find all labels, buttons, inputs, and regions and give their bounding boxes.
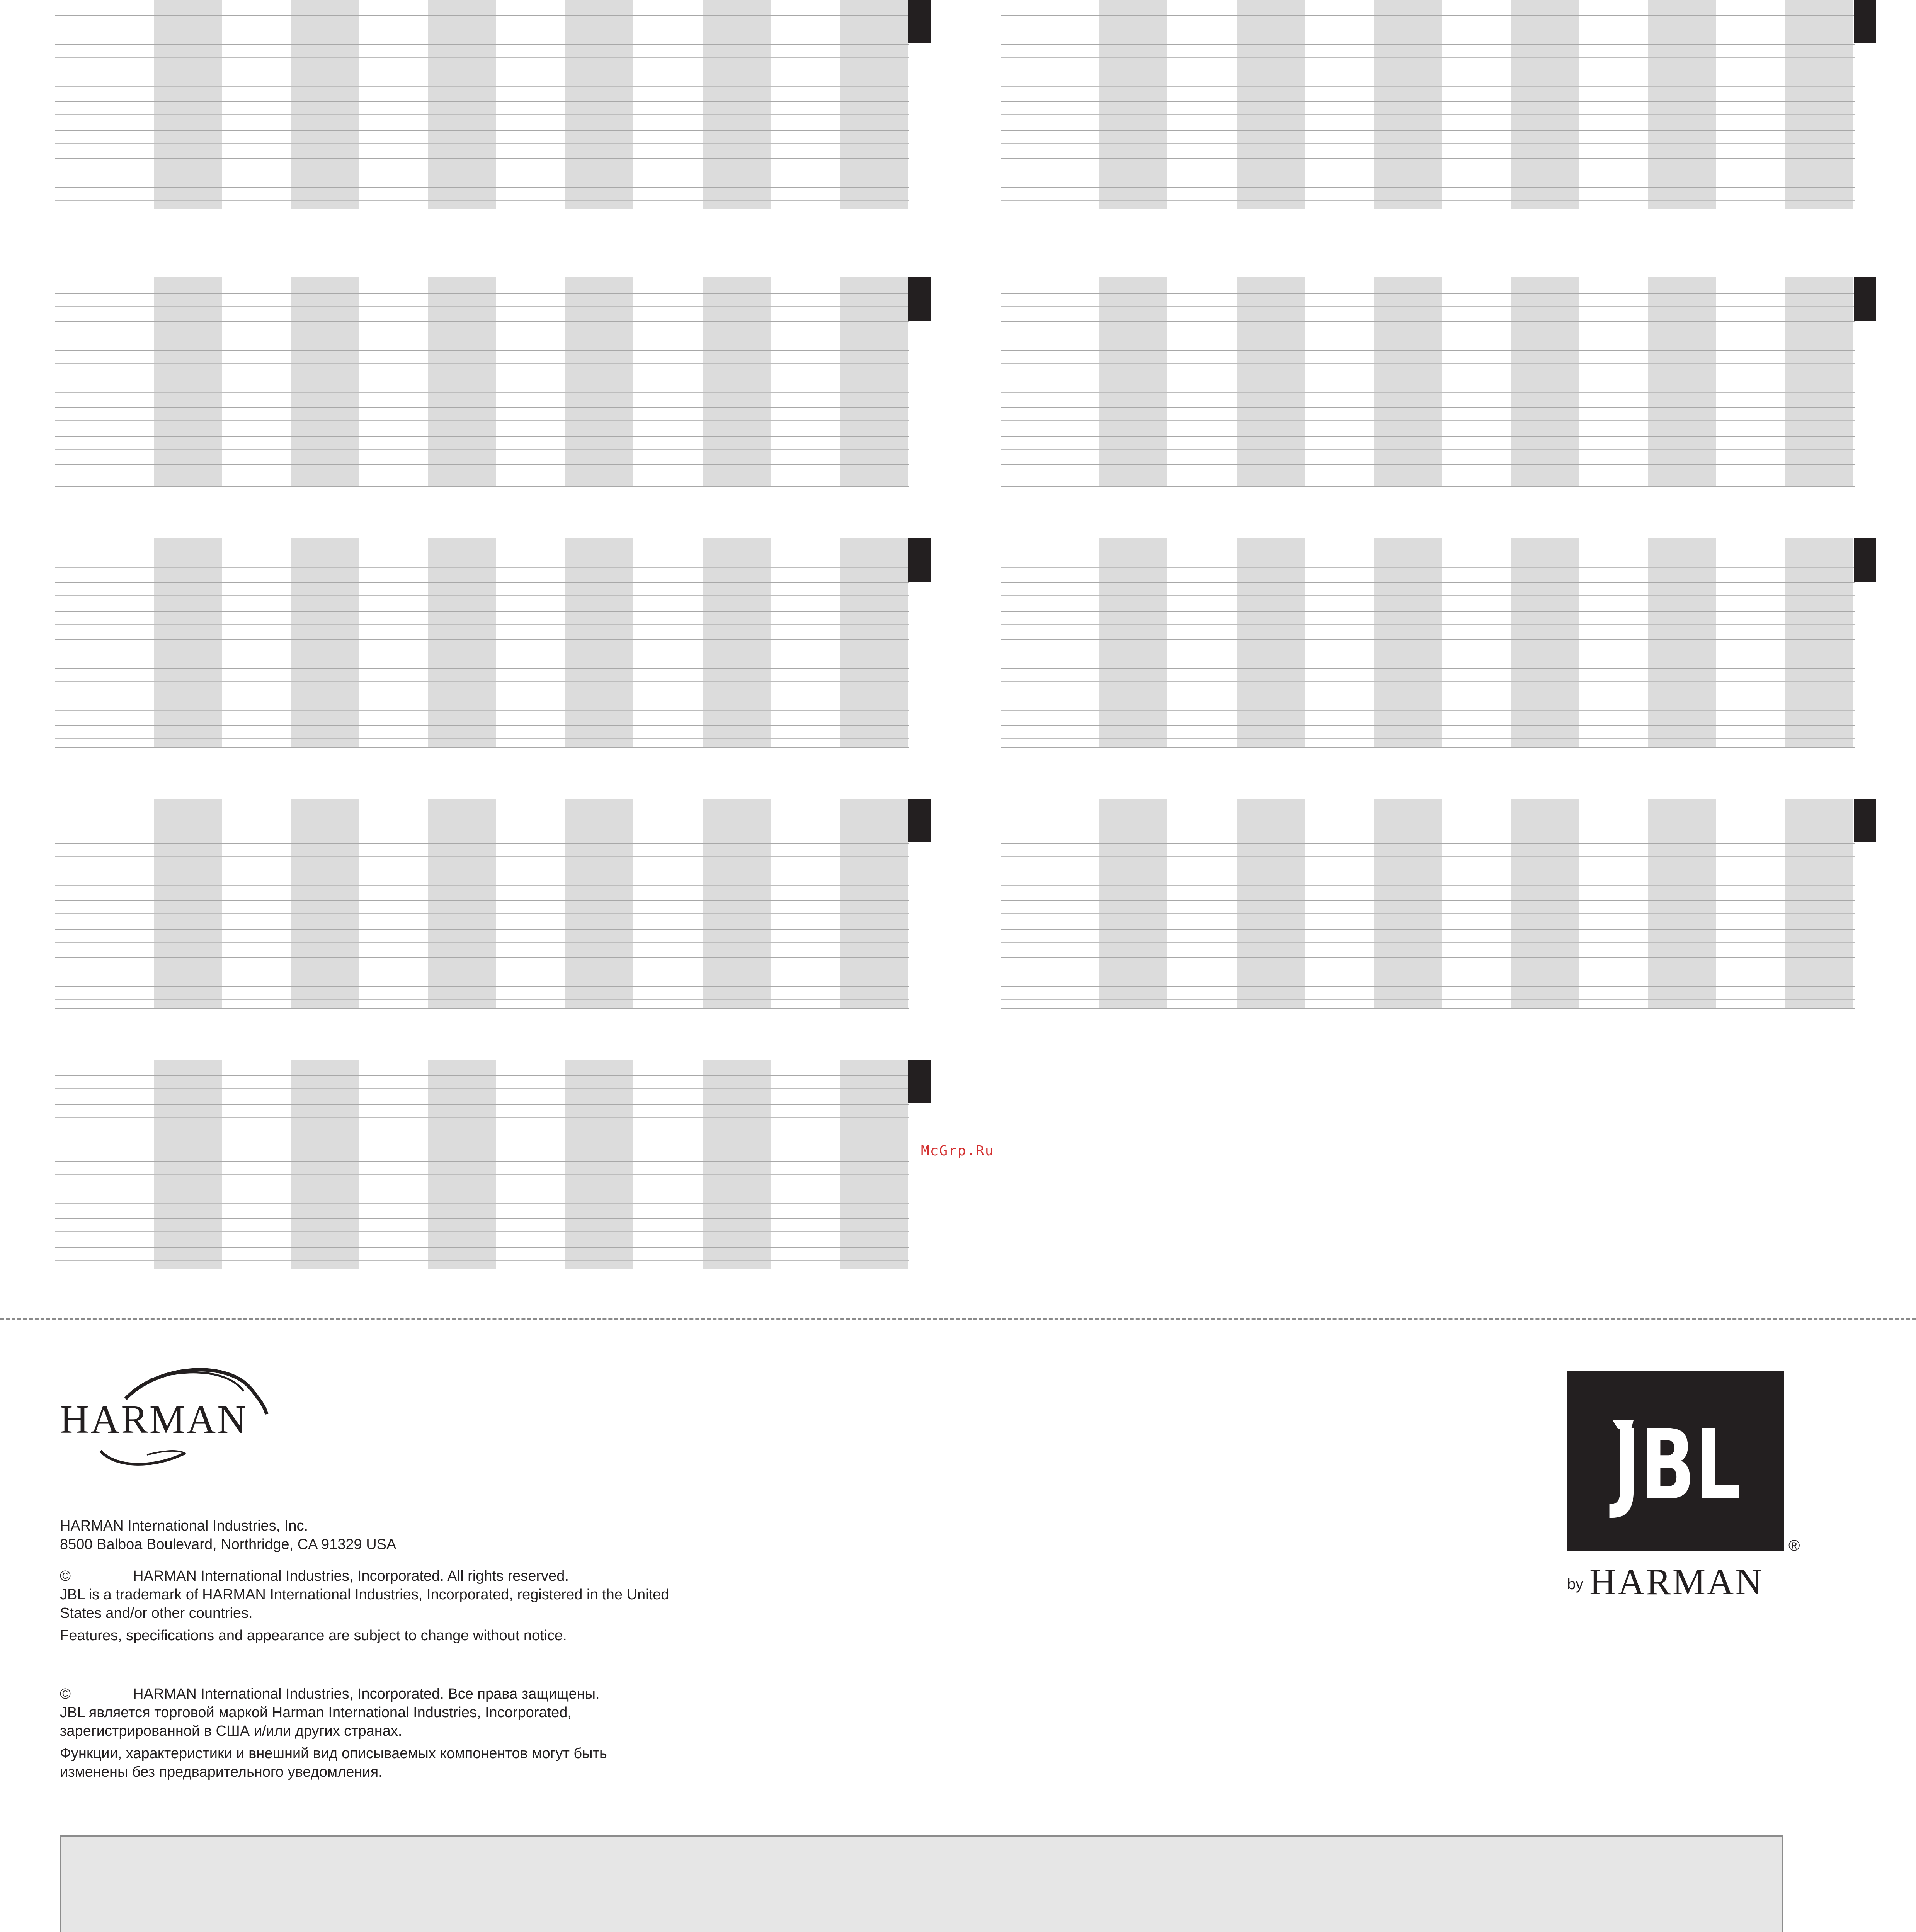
- registered-mark: ®: [1788, 1537, 1800, 1554]
- shaded-column-band: [1374, 0, 1442, 209]
- table-row-rule: [55, 200, 909, 201]
- table-row-rule: [55, 420, 909, 421]
- notice-en: Features, specifications and appearance are subject to change without notice.: [60, 1628, 567, 1644]
- copyright-en-block: [60, 1567, 717, 1645]
- shaded-column-band: [1099, 799, 1167, 1009]
- table-row-rule: [55, 999, 909, 1000]
- table-row-rule: [1001, 856, 1855, 857]
- table-row-rule: [1001, 15, 1855, 16]
- shaded-column-band: [1374, 277, 1442, 487]
- table-row-rule: [55, 44, 909, 45]
- table-row-rule: [55, 363, 909, 364]
- copyright-en-text: HARMAN International Industries, Incorporated. All rights reserved.: [133, 1568, 569, 1584]
- table-row-rule: [1001, 681, 1855, 682]
- harman-logo: [58, 1352, 286, 1480]
- copyright-ru-line: [60, 1685, 717, 1703]
- table-row-rule: [55, 942, 909, 943]
- spec-grid-table: [55, 0, 909, 209]
- table-row-rule: [1001, 843, 1855, 844]
- table-row-rule: [55, 1174, 909, 1175]
- shaded-column-band: [703, 1060, 771, 1269]
- table-row-rule: [1001, 999, 1855, 1000]
- shaded-column-band: [154, 1060, 222, 1269]
- shaded-column-band: [1099, 0, 1167, 209]
- table-row-rule: [55, 464, 909, 465]
- copyright-en-line: [60, 1567, 717, 1585]
- table-row-rule: [1001, 130, 1855, 131]
- table-row-rule: [55, 86, 909, 87]
- shaded-column-band: [428, 538, 496, 748]
- dashed-cut-line: [0, 1318, 1916, 1320]
- table-row-rule: [1001, 187, 1855, 188]
- table-row-rule: [55, 1218, 909, 1219]
- spec-grid-table: [1001, 0, 1855, 209]
- shaded-column-band: [1785, 0, 1853, 209]
- shaded-column-band: [1511, 0, 1579, 209]
- table-row-rule: [55, 913, 909, 914]
- copyright-ru-block: [60, 1685, 717, 1781]
- table-bottom-rule: [55, 747, 909, 748]
- shaded-column-band: [1374, 538, 1442, 748]
- shaded-column-band: [291, 1060, 359, 1269]
- notice-ru: Функции, характеристики и внешний вид описываемых компонентов могут быть изменены без предварительного уведомления.: [60, 1745, 607, 1780]
- shaded-column-band: [840, 0, 908, 209]
- trademark-ru: JBL является торговой маркой Harman International Industries, Incorporated, зарегистрированной в США и/или других странах.: [60, 1704, 572, 1739]
- by-harman-tagline: [1567, 1556, 1791, 1602]
- table-row-rule: [1001, 611, 1855, 612]
- table-row-rule: [55, 668, 909, 669]
- shaded-column-band: [1099, 277, 1167, 487]
- table-row-rule: [55, 1088, 909, 1089]
- shaded-column-band: [1237, 0, 1305, 209]
- table-row-rule: [1001, 57, 1855, 58]
- table-bottom-rule: [55, 486, 909, 487]
- table-row-rule: [55, 407, 909, 408]
- shaded-column-band: [1511, 538, 1579, 748]
- table-row-rule: [55, 611, 909, 612]
- table-row-rule: [1001, 293, 1855, 294]
- table-row-rule: [55, 158, 909, 159]
- table-row-rule: [1001, 639, 1855, 640]
- black-tab-marker: [908, 277, 931, 321]
- table-row-rule: [55, 436, 909, 437]
- spec-grid-table: [1001, 538, 1855, 748]
- black-tab-marker: [908, 538, 931, 582]
- table-row-rule: [1001, 567, 1855, 568]
- shaded-column-band: [703, 538, 771, 748]
- spec-grid-table: [55, 538, 909, 748]
- table-row-rule: [1001, 350, 1855, 351]
- table-row-rule: [1001, 158, 1855, 159]
- shaded-column-band: [1237, 799, 1305, 1009]
- shaded-column-band: [154, 538, 222, 748]
- shaded-column-band: [291, 538, 359, 748]
- black-tab-marker: [1854, 538, 1876, 582]
- table-row-rule: [1001, 392, 1855, 393]
- table-row-rule: [1001, 885, 1855, 886]
- shaded-column-band: [428, 1060, 496, 1269]
- table-row-rule: [55, 639, 909, 640]
- table-row-rule: [1001, 86, 1855, 87]
- shaded-column-band: [428, 0, 496, 209]
- table-row-rule: [55, 624, 909, 625]
- table-row-rule: [55, 392, 909, 393]
- table-row-rule: [55, 710, 909, 711]
- shaded-column-band: [1237, 538, 1305, 748]
- table-row-rule: [1001, 957, 1855, 958]
- shaded-column-band: [1785, 277, 1853, 487]
- table-row-rule: [1001, 913, 1855, 914]
- table-row-rule: [1001, 725, 1855, 726]
- table-row-rule: [55, 725, 909, 726]
- table-row-rule: [55, 15, 909, 16]
- shaded-column-band: [428, 799, 496, 1009]
- shaded-column-band: [1511, 277, 1579, 487]
- table-row-rule: [55, 856, 909, 857]
- spec-grid-table: [55, 799, 909, 1009]
- address-line-1: HARMAN International Industries, Inc.: [60, 1518, 308, 1534]
- trademark-en: JBL is a trademark of HARMAN International Industries, Incorporated, registered in the United States and/or other countries.: [60, 1587, 669, 1621]
- shaded-column-band: [1648, 538, 1716, 748]
- table-row-rule: [55, 1203, 909, 1204]
- shaded-column-band: [291, 277, 359, 487]
- shaded-column-band: [1511, 799, 1579, 1009]
- black-tab-marker: [908, 1060, 931, 1103]
- table-row-rule: [55, 582, 909, 583]
- table-row-rule: [55, 114, 909, 115]
- table-row-rule: [1001, 595, 1855, 596]
- shaded-column-band: [565, 799, 633, 1009]
- table-row-rule: [1001, 449, 1855, 450]
- copyright-symbol-ru: ©: [60, 1686, 71, 1702]
- shaded-column-band: [1648, 799, 1716, 1009]
- table-row-rule: [55, 101, 909, 102]
- jbl-logo: [1567, 1371, 1784, 1551]
- shaded-column-band: [1648, 0, 1716, 209]
- table-row-rule: [1001, 321, 1855, 322]
- black-tab-marker: [1854, 277, 1876, 321]
- table-row-rule: [55, 1231, 909, 1232]
- table-row-rule: [55, 1075, 909, 1076]
- shaded-column-band: [840, 277, 908, 487]
- table-row-rule: [55, 567, 909, 568]
- black-tab-marker: [908, 0, 931, 43]
- address-line-2: 8500 Balboa Boulevard, Northridge, CA 91329 USA: [60, 1536, 396, 1553]
- table-row-rule: [1001, 44, 1855, 45]
- jbl-logo-text: JBL: [1609, 1409, 1741, 1521]
- shaded-column-band: [565, 538, 633, 748]
- table-row-rule: [1001, 942, 1855, 943]
- table-row-rule: [55, 57, 909, 58]
- shaded-column-band: [1785, 538, 1853, 748]
- table-row-rule: [55, 957, 909, 958]
- table-row-rule: [55, 1247, 909, 1248]
- table-bottom-rule: [1001, 1008, 1855, 1009]
- table-row-rule: [55, 293, 909, 294]
- table-bottom-rule: [55, 1008, 909, 1009]
- table-row-rule: [55, 130, 909, 131]
- by-text: by: [1567, 1576, 1584, 1593]
- table-row-rule: [55, 681, 909, 682]
- table-row-rule: [55, 843, 909, 844]
- table-row-rule: [55, 143, 909, 144]
- shaded-column-band: [154, 799, 222, 1009]
- table-row-rule: [1001, 101, 1855, 102]
- table-row-rule: [55, 1104, 909, 1105]
- watermark: McGrp.Ru: [921, 1143, 994, 1159]
- spec-grid-table: [55, 1060, 909, 1269]
- shaded-column-band: [840, 799, 908, 1009]
- table-row-rule: [55, 900, 909, 901]
- address-block: [60, 1517, 717, 1554]
- shaded-column-band: [291, 799, 359, 1009]
- shaded-column-band: [840, 538, 908, 748]
- table-row-rule: [55, 187, 909, 188]
- shaded-column-band: [291, 0, 359, 209]
- table-row-rule: [55, 595, 909, 596]
- table-row-rule: [1001, 363, 1855, 364]
- table-row-rule: [1001, 624, 1855, 625]
- table-row-rule: [55, 929, 909, 930]
- table-row-rule: [55, 885, 909, 886]
- table-row-rule: [1001, 200, 1855, 201]
- table-row-rule: [1001, 114, 1855, 115]
- table-row-rule: [55, 1161, 909, 1162]
- harman-logo-text: HARMAN: [60, 1397, 248, 1442]
- copyright-symbol: ©: [60, 1568, 71, 1584]
- shaded-column-band: [565, 1060, 633, 1269]
- table-row-rule: [1001, 929, 1855, 930]
- table-row-rule: [1001, 582, 1855, 583]
- table-row-rule: [1001, 436, 1855, 437]
- table-row-rule: [1001, 710, 1855, 711]
- by-harman-text: HARMAN: [1589, 1561, 1764, 1602]
- blank-gray-panel: [60, 1835, 1783, 1932]
- table-bottom-rule: [1001, 747, 1855, 748]
- shaded-column-band: [703, 277, 771, 487]
- shaded-column-band: [703, 799, 771, 1009]
- copyright-ru-text: HARMAN International Industries, Incorporated. Все права защищены.: [133, 1686, 600, 1702]
- shaded-column-band: [428, 277, 496, 487]
- table-row-rule: [1001, 464, 1855, 465]
- table-row-rule: [55, 738, 909, 739]
- table-row-rule: [55, 321, 909, 322]
- shaded-column-band: [840, 1060, 908, 1269]
- shaded-column-band: [565, 0, 633, 209]
- spec-grid-table: [1001, 799, 1855, 1009]
- shaded-column-band: [1237, 277, 1305, 487]
- table-row-rule: [1001, 143, 1855, 144]
- table-row-rule: [1001, 668, 1855, 669]
- table-row-rule: [55, 1117, 909, 1118]
- table-row-rule: [55, 449, 909, 450]
- table-row-rule: [1001, 738, 1855, 739]
- shaded-column-band: [565, 277, 633, 487]
- black-tab-marker: [908, 799, 931, 842]
- table-row-rule: [55, 986, 909, 987]
- shaded-column-band: [1648, 277, 1716, 487]
- shaded-column-band: [703, 0, 771, 209]
- table-bottom-rule: [1001, 486, 1855, 487]
- table-row-rule: [1001, 306, 1855, 307]
- black-tab-marker: [1854, 0, 1876, 43]
- shaded-column-band: [154, 0, 222, 209]
- spec-grid-table: [1001, 277, 1855, 487]
- table-row-rule: [55, 306, 909, 307]
- table-row-rule: [1001, 407, 1855, 408]
- table-row-rule: [55, 1260, 909, 1261]
- table-row-rule: [55, 350, 909, 351]
- table-row-rule: [1001, 420, 1855, 421]
- shaded-column-band: [154, 277, 222, 487]
- table-row-rule: [1001, 900, 1855, 901]
- shaded-column-band: [1374, 799, 1442, 1009]
- spec-grid-table: [55, 277, 909, 487]
- black-tab-marker: [1854, 799, 1876, 842]
- table-row-rule: [1001, 986, 1855, 987]
- shaded-column-band: [1099, 538, 1167, 748]
- shaded-column-band: [1785, 799, 1853, 1009]
